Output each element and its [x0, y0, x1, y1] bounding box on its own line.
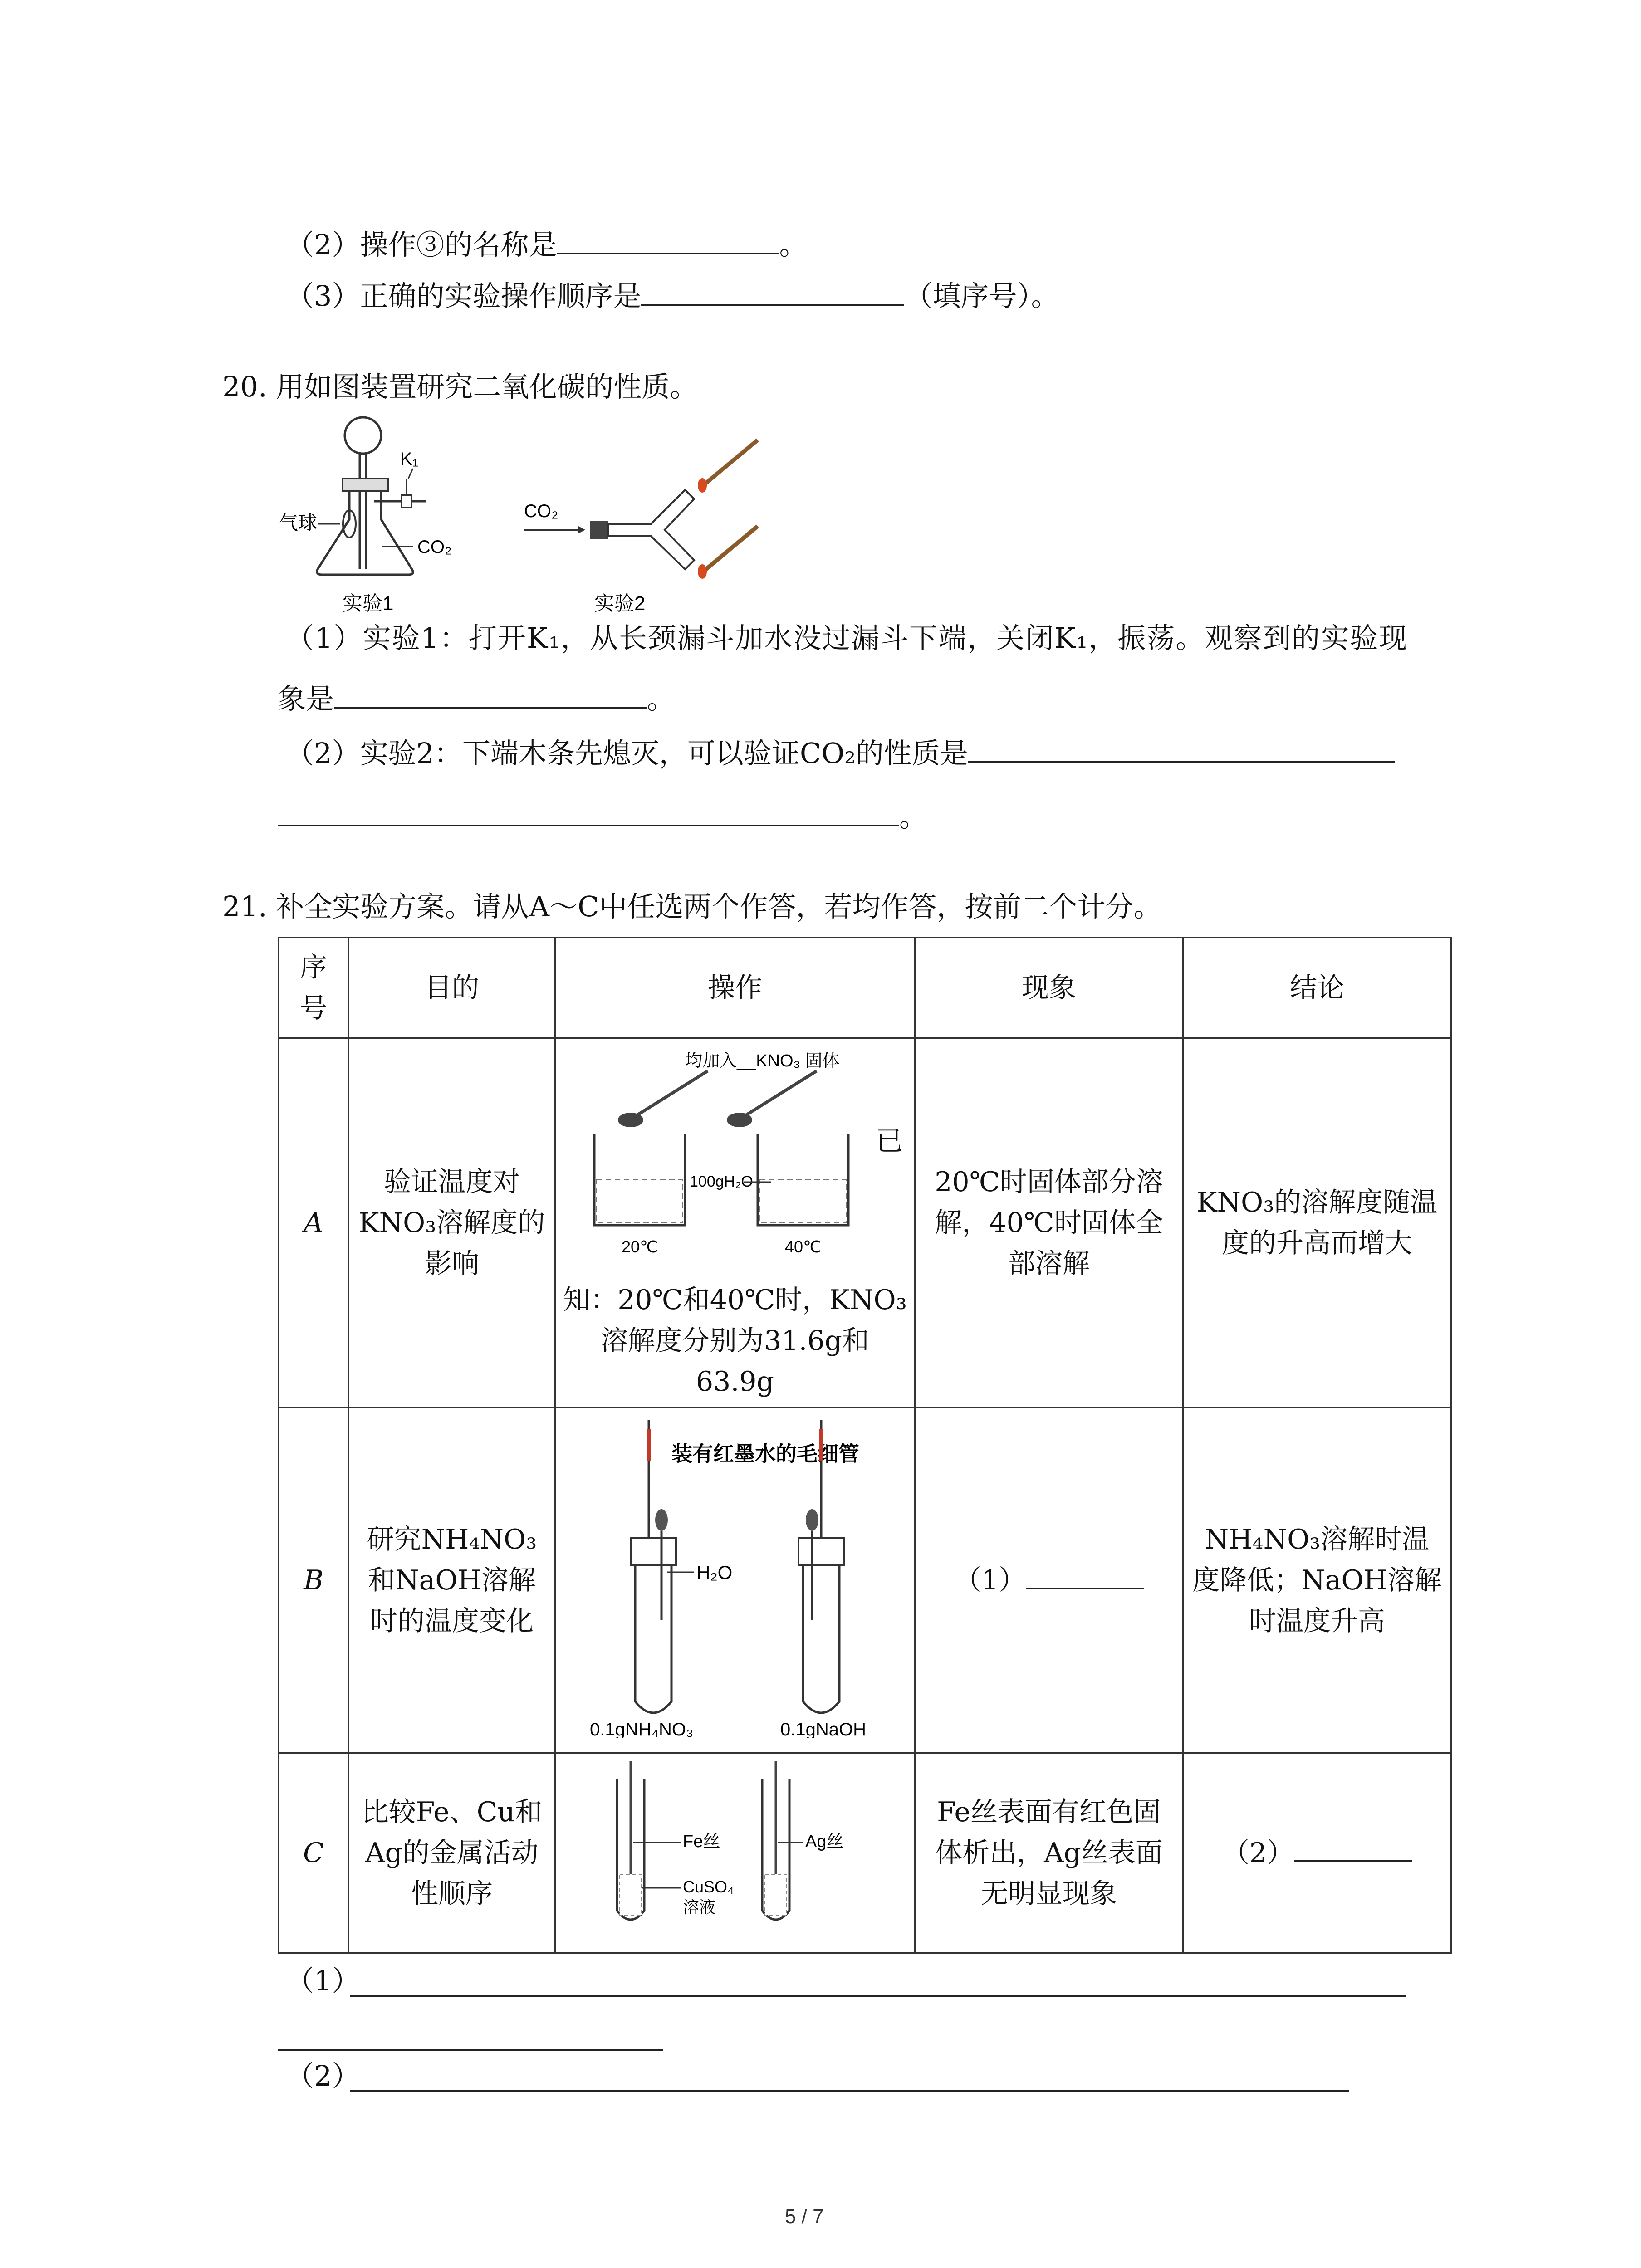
q20-experiment1-figure [277, 411, 531, 619]
q21-stem: 21. 补全实验方案。请从A～C中任选两个作答，若均作答，按前二个计分。 [222, 890, 1162, 923]
q19-sub2 [286, 225, 807, 259]
row-b-phenomenon-label: （1） [954, 1564, 1026, 1596]
fig-b-left-label: 0.1gNH₄NO₃ [590, 1720, 694, 1738]
label-co2-flask: CO₂ [417, 537, 452, 557]
row-a-op-text: 知：20℃和40℃时，KNO₃溶解度分别为31.6g和63.9g [563, 1284, 907, 1398]
row-b-operation [555, 1408, 915, 1753]
fig-c-solution-label: 溶液 [683, 1898, 716, 1916]
row-c-metal-wire-figure [563, 1756, 907, 1938]
row-a-purpose: 验证温度对KNO₃溶解度的影响 [348, 1038, 555, 1408]
fig-a-temp1: 20℃ [622, 1237, 658, 1256]
q20-sub1-answer-blank[interactable] [334, 679, 647, 709]
q19-sub3-suffix: （填序号）。 [904, 279, 1059, 313]
header-index: 序号 [279, 938, 348, 1038]
q20-sub2-line1 [286, 733, 1395, 770]
fig-c-ag-label: Ag丝 [805, 1832, 844, 1851]
q19-sub3-answer-blank[interactable] [641, 276, 904, 306]
row-c-purpose: 比较Fe、Cu和Ag的金属活动性顺序 [348, 1753, 555, 1953]
fig-a-temp2: 40℃ [785, 1237, 822, 1256]
q20-sub1-suffix: 。 [647, 682, 676, 715]
row-b-test-tube-figure [563, 1411, 907, 1738]
q20-sub2-answer-blank-1[interactable] [968, 733, 1395, 763]
q21-answer1-blank-1[interactable] [350, 1995, 1406, 1997]
caption-experiment1: 实验1 [343, 592, 394, 615]
header-purpose: 目的 [348, 938, 555, 1038]
header-phenomenon: 现象 [915, 938, 1183, 1038]
page-number: 5 / 7 [785, 2205, 824, 2228]
q21-experiment-table [278, 937, 1452, 1954]
fig-a-top-label: 均加入__KNO₃ 固体 [685, 1051, 840, 1070]
row-a-conclusion: KNO₃的溶解度随温度的升高而增大 [1183, 1038, 1451, 1408]
row-a-beaker-figure [563, 1044, 871, 1280]
row-a-id: A [279, 1038, 348, 1408]
fig-b-right-label: 0.1gNaOH [780, 1720, 866, 1738]
fig-c-cuso4-label: CuSO₄ [683, 1877, 734, 1896]
row-b-phenomenon-blank[interactable] [1026, 1565, 1144, 1589]
q20-sub1-prefix: 象是 [278, 682, 334, 715]
q20-sub1-line2 [278, 679, 675, 713]
row-a-phenomenon: 20℃时固体部分溶解，40℃时固体全部溶解 [915, 1038, 1183, 1408]
q20-sub2-prefix: （2）实验2：下端木条先熄灭，可以验证CO₂的性质是 [286, 737, 969, 770]
row-a-op-text-right: 已 [876, 1125, 903, 1157]
q20-sub2-suffix: 。 [899, 800, 928, 833]
q21-answer1-blank-2[interactable] [278, 2049, 663, 2051]
q20-experiment2-figure [522, 435, 776, 617]
row-b-conclusion: NH₄NO₃溶解时温度降低；NaOH溶解时温度升高 [1183, 1408, 1451, 1753]
q19-sub2-prefix: （2）操作③的名称是 [286, 228, 557, 261]
fig-b-capillary-label: 装有红墨水的毛细管 [671, 1442, 859, 1466]
row-c-id: C [279, 1753, 348, 1953]
table-header-row [279, 938, 1451, 1038]
caption-experiment2: 实验2 [594, 592, 646, 615]
row-a-operation [555, 1038, 915, 1408]
table-row-b [279, 1408, 1451, 1753]
row-c-phenomenon: Fe丝表面有红色固体析出，Ag丝表面无明显现象 [915, 1753, 1183, 1953]
label-k1: K₁ [400, 449, 419, 469]
q20-sub2-answer-blank-2[interactable] [278, 797, 899, 826]
table-row-c [279, 1753, 1451, 1953]
row-b-id: B [279, 1408, 348, 1753]
label-co2-inlet: CO₂ [524, 501, 558, 521]
label-balloon: 气球 [279, 512, 318, 533]
q20-sub2-line2 [278, 797, 927, 831]
fig-a-water-label: 100gH₂O [690, 1173, 753, 1190]
fig-c-fe-label: Fe丝 [683, 1832, 720, 1851]
fig-b-water-label: H₂O [696, 1562, 733, 1583]
row-c-conclusion [1183, 1753, 1451, 1953]
header-conclusion: 结论 [1183, 938, 1451, 1038]
table-row-a [279, 1038, 1451, 1408]
q20-sub1-line1: （1）实验1：打开K₁，从长颈漏斗加水没过漏斗下端，关闭K₁，振荡。观察到的实验现 [286, 621, 1408, 655]
row-b-purpose: 研究NH₄NO₃和NaOH溶解时的温度变化 [348, 1408, 555, 1753]
q21-answer2-blank[interactable] [350, 2090, 1349, 2092]
q19-sub2-answer-blank[interactable] [557, 225, 779, 254]
header-operation: 操作 [555, 938, 915, 1038]
q19-sub3-prefix: （3）正确的实验操作顺序是 [286, 279, 642, 313]
q19-sub3 [286, 276, 1059, 313]
row-c-conclusion-blank[interactable] [1294, 1838, 1412, 1862]
row-c-operation [555, 1753, 915, 1953]
row-c-conclusion-label: （2） [1222, 1837, 1294, 1869]
q20-stem: 20. 用如图装置研究二氧化碳的性质。 [222, 370, 698, 403]
q21-answer2-label: （2） [286, 2059, 360, 2092]
row-b-phenomenon [915, 1408, 1183, 1753]
q19-sub2-suffix: 。 [779, 228, 808, 261]
q21-answer1-label: （1） [286, 1964, 360, 1997]
